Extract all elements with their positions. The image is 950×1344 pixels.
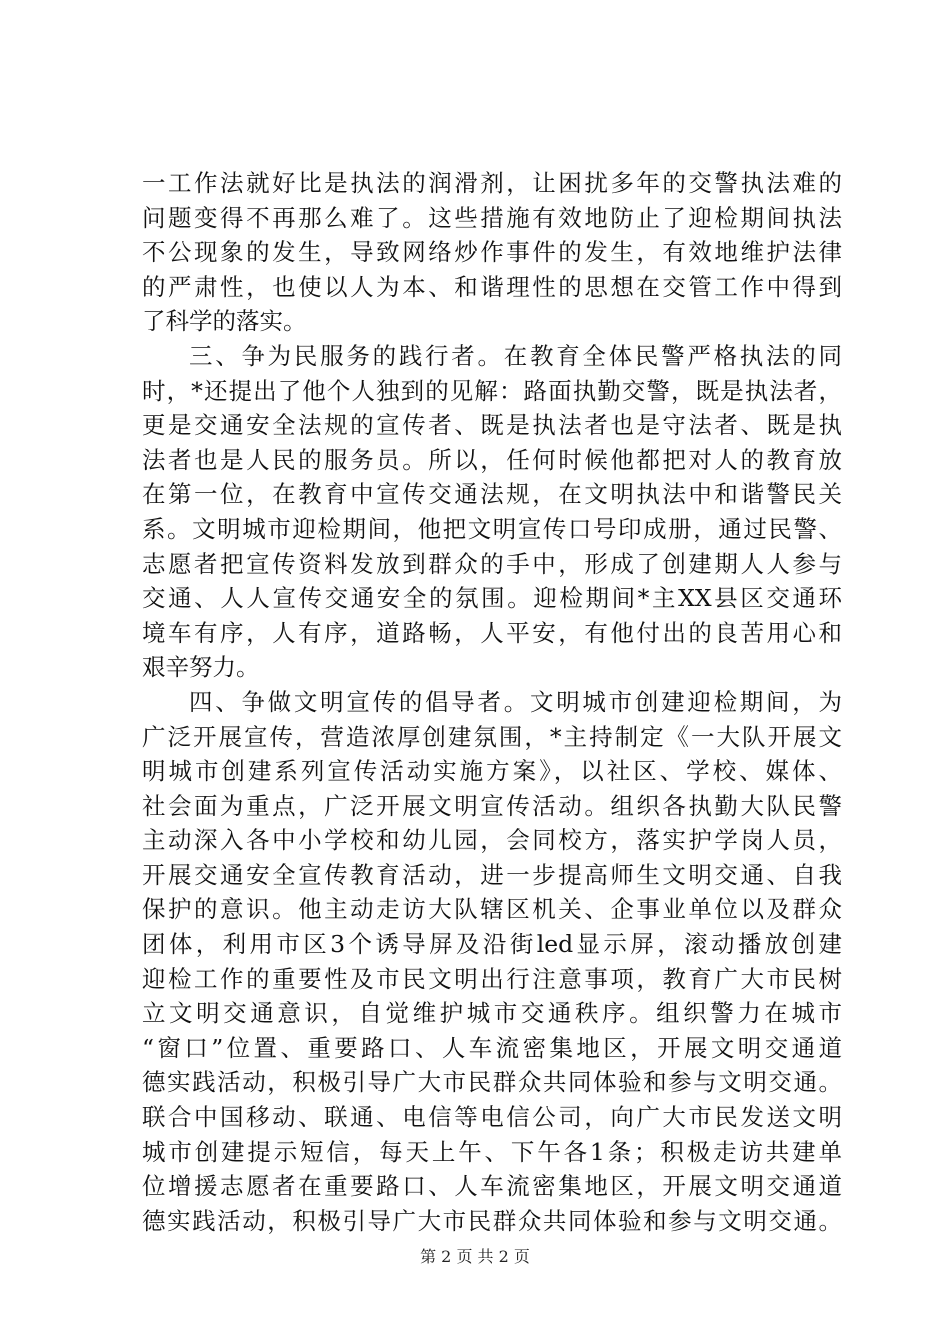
text-line: 立文明交通意识，自觉维护城市交通秩序。组织警力在城市 (142, 999, 842, 1028)
text-line: 位增援志愿者在重要路口、人车流密集地区，开展文明交通道 (142, 1172, 842, 1201)
text-line: “窗口”位置、重要路口、人车流密集地区，开展文明交通道 (142, 1033, 842, 1062)
text-line: 境车有序，人有序，道路畅，人平安，有他付出的良苦用心和 (142, 618, 842, 647)
text-line: 城市创建提示短信，每天上午、下午各1条；积极走访共建单 (142, 1137, 842, 1166)
page-footer: 第 2 页 共 2 页 (420, 1247, 530, 1266)
text-line: 德实践活动，积极引导广大市民群众共同体验和参与文明交通。 (142, 1068, 842, 1097)
text-line: 更是交通安全法规的宣传者、既是执法者也是守法者、既是执 (142, 411, 842, 440)
text-line: 广泛开展宣传，营造浓厚创建氛围，*主持制定《一大队开展文 (142, 722, 842, 751)
text-line: 志愿者把宣传资料发放到群众的手中，形成了创建期人人参与 (142, 549, 842, 578)
text-line: 团体，利用市区3个诱导屏及沿街led显示屏，滚动播放创建 (142, 930, 842, 959)
text-line: 保护的意识。他主动走访大队辖区机关、企事业单位以及群众 (142, 895, 842, 924)
text-line: 时，*还提出了他个人独到的见解：路面执勤交警，既是执法者， (142, 376, 842, 405)
text-line: 开展交通安全宣传教育活动，进一步提高师生文明交通、自我 (142, 860, 842, 889)
text-line: 的严肃性，也使以人为本、和谐理性的思想在交管工作中得到 (142, 272, 842, 301)
text-line: 明城市创建系列宣传活动实施方案》，以社区、学校、媒体、 (142, 757, 842, 786)
text-line: 主动深入各中小学校和幼儿园，会同校方，落实护学岗人员， (142, 826, 842, 855)
text-line: 社会面为重点，广泛开展文明宣传活动。组织各执勤大队民警 (142, 791, 842, 820)
text-line: 问题变得不再那么难了。这些措施有效地防止了迎检期间执法 (142, 203, 842, 232)
text-line: 联合中国移动、联通、电信等电信公司，向广大市民发送文明 (142, 1103, 842, 1132)
text-line: 艰辛努力。 (142, 653, 260, 682)
text-line: 迎检工作的重要性及市民文明出行注意事项，教育广大市民树 (142, 964, 842, 993)
document-body (142, 166, 842, 1238)
text-line: 一工作法就好比是执法的润滑剂，让困扰多年的交警执法难的 (142, 169, 842, 197)
text-line: 德实践活动，积极引导广大市民群众共同体验和参与文明交通。 (142, 1206, 842, 1235)
text-line: 交通、人人宣传交通安全的氛围。迎检期间*主XX县区交通环 (142, 584, 842, 613)
text-line: 在第一位，在教育中宣传交通法规，在文明执法中和谐警民关 (142, 480, 842, 509)
text-line: 不公现象的发生，导致网络炒作事件的发生，有效地维护法律 (142, 238, 842, 267)
text-line: 法者也是人民的服务员。所以，任何时候他都把对人的教育放 (142, 445, 842, 474)
text-line: 三、争为民服务的践行者。在教育全体民警严格执法的同 (189, 341, 842, 370)
text-line: 了科学的落实。 (142, 307, 307, 336)
text-line: 四、争做文明宣传的倡导者。文明城市创建迎检期间，为 (189, 687, 842, 716)
text-line: 系。文明城市迎检期间，他把文明宣传口号印成册，通过民警、 (142, 514, 842, 543)
